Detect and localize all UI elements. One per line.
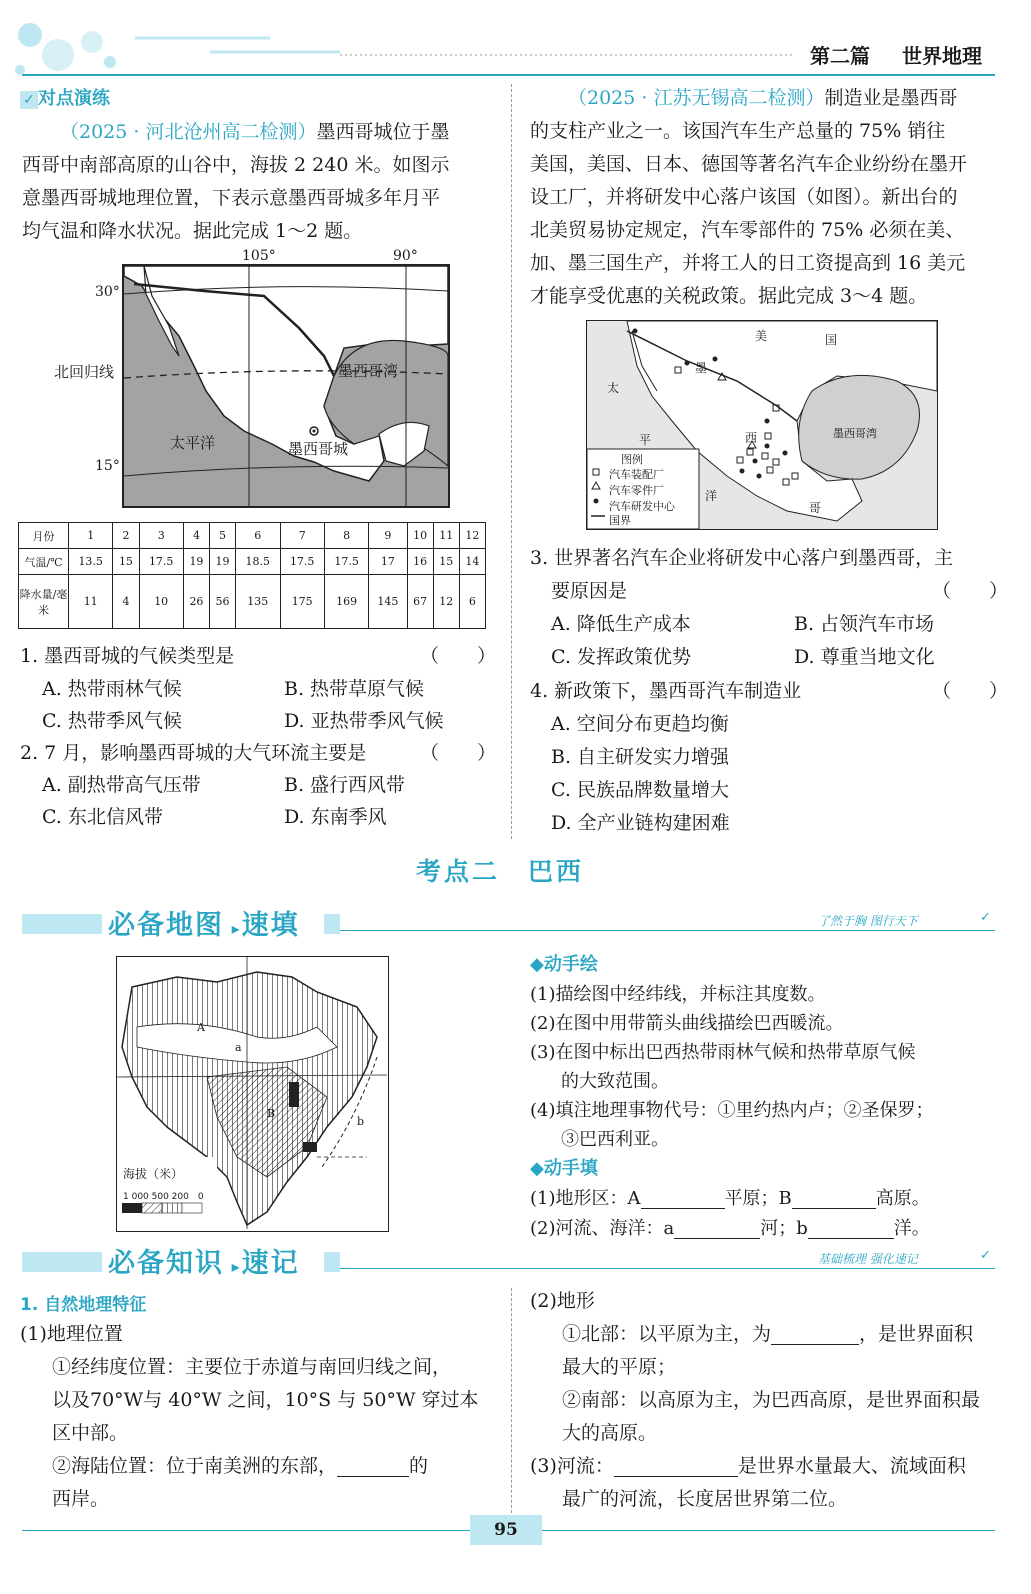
map2-label-pacific2: 平 (639, 433, 652, 447)
list-item: (4)填注地理事物代号：①里约热内卢；②圣保罗； (530, 1100, 934, 1121)
lon-label-90: 90° (393, 248, 418, 264)
brazil-label-river: a (235, 1041, 242, 1054)
knowledge-heading: 1. 自然地理特征 (20, 1295, 147, 1315)
list-item: (2)在图中用带箭头曲线描绘巴西暖流。 (530, 1013, 844, 1034)
q2-option-b[interactable]: B. 盛行西风带 (284, 774, 406, 796)
q4-option-a[interactable]: A. 空间分布更趋均衡 (551, 713, 729, 735)
q3-option-b[interactable]: B. 占领汽车市场 (794, 613, 935, 635)
q2-option-a[interactable]: A. 副热带高气压带 (42, 774, 201, 796)
right-intro: （2025 · 江苏无锡高二检测）制造业是墨西哥 的支柱产业之一。该国汽车生产总量的 75% 销往 美国，美国、日本、德国等著名汽车企业纷纷在墨开 设工厂，并将研发中心落户该国（如图）。新出台的 北美贸易协定规定，汽车零部件的 75% 必须在美、 加、墨三国生产，并将工人的日工资提高到 16 美元 才能享受优惠的关税政策。据此完成 3～4 题。 (530, 87, 968, 307)
brazil-label-ocean: b (357, 1115, 365, 1128)
knowledge-section-title: 必备知识 ▸速记 (108, 1248, 300, 1279)
blank-plain-a[interactable] (641, 1189, 725, 1209)
brazil-label-b: B (267, 1107, 276, 1120)
lat-label-30: 30° (95, 284, 120, 300)
auto-industry-map (586, 320, 938, 530)
fill-row-2: (2)河流、海洋：a 河；b 洋。 (530, 1218, 930, 1239)
gulf-label: 墨西哥湾 (338, 362, 399, 380)
legend-title: 图例 (621, 453, 643, 466)
q2-stem: 2. 7 月，影响墨西哥城的大气环流主要是 (20, 742, 367, 764)
source-tag: （2025 · 河北沧州高二检测） (60, 121, 317, 143)
blank-ocean-b[interactable] (808, 1219, 894, 1239)
fill-title: ◆动手填 (530, 1158, 598, 1179)
section2-title: 考点二 巴西 (416, 857, 585, 886)
tagline-check-icon: ✓ (980, 1248, 991, 1263)
fill-row-1: (1)地形区：A 平原；B 高原。 (530, 1188, 930, 1209)
source-tag: （2025 · 江苏无锡高二检测） (568, 87, 825, 109)
knowledge-section-bar (22, 1252, 102, 1272)
q4-stem: 4. 新政策下，墨西哥汽车制造业 (530, 680, 802, 702)
blank-plain[interactable] (771, 1325, 859, 1345)
header-subject: 世界地理 (902, 44, 982, 68)
map2-label-us2: 国 (825, 333, 838, 347)
table-row: 气温/℃ 13.5 15 17.5 19 19 18.5 17.5 17.5 17 16 15 14 (19, 549, 486, 575)
q4-option-b[interactable]: B. 自主研发实力增强 (551, 746, 730, 768)
map-section-bar (22, 914, 102, 934)
lon-label-105: 105° (242, 248, 276, 264)
map-section-rule (340, 930, 995, 931)
brazil-map (116, 956, 389, 1232)
tagline-check-icon: ✓ (980, 910, 991, 925)
map2-label-us1: 美 (755, 329, 768, 343)
check-icon: ✓ (20, 91, 38, 109)
legend-item-parts: 汽车零件厂 (609, 484, 664, 497)
table-row: 月份 1 2 3 4 5 6 7 8 9 10 11 12 (19, 523, 486, 549)
lat-label-15: 15° (95, 458, 120, 474)
header-decoration (0, 0, 1031, 90)
q1-stem: 1. 墨西哥城的气候类型是 (20, 645, 235, 667)
brazil-label-a: A (197, 1021, 205, 1034)
list-item: 的大致范围。 (561, 1071, 669, 1092)
blank-river[interactable] (614, 1457, 738, 1477)
list-item: (1)描绘图中经纬线，并标注其度数。 (530, 984, 826, 1005)
map2-label-pacific3: 洋 (705, 489, 718, 503)
tropic-label: 北回归线 (54, 363, 115, 381)
map2-label-mx2: 西 (745, 431, 758, 445)
mexico-map-svg (124, 266, 448, 506)
q3-stem-1: 3. 世界著名汽车企业将研发中心落户到墨西哥，主 (530, 547, 954, 569)
header-part: 第二篇 (810, 44, 870, 68)
knowledge-section-rule (340, 1268, 995, 1269)
map2-label-mx1: 墨 (695, 361, 708, 375)
blank-ocean[interactable] (337, 1457, 409, 1477)
legend-item-border: 国界 (609, 514, 631, 527)
practice-label: ✓ 对点演练 (20, 84, 110, 110)
map2-label-gulf: 墨西哥湾 (833, 427, 877, 440)
legend-item-rd: 汽车研发中心 (609, 500, 675, 513)
elev-title: 海拔（米） (123, 1167, 184, 1181)
map2-label-pacific1: 太 (607, 381, 620, 395)
q4-paren: （ ） (932, 680, 1009, 702)
climate-table (18, 522, 486, 629)
draw-title: ◆动手绘 (530, 954, 598, 975)
map-section-tagline: 了然于胸 图行天下 (818, 914, 918, 928)
q1-option-b[interactable]: B. 热带草原气候 (284, 678, 425, 700)
elev-scale: 1 000 500 200 0 (123, 1192, 204, 1202)
q3-option-c[interactable]: C. 发挥政策优势 (551, 646, 691, 668)
q3-stem-2: 要原因是 (551, 580, 628, 602)
q1-option-a[interactable]: A. 热带雨林气候 (42, 678, 182, 700)
map-section-title: 必备地图 ▸速填 (108, 910, 300, 941)
q3-option-d[interactable]: D. 尊重当地文化 (794, 646, 935, 668)
mexico-location-map (122, 264, 450, 508)
knowledge-section-bar-end (324, 1252, 340, 1272)
q3-paren: （ ） (932, 580, 1009, 602)
list-item: (3)在图中标出巴西热带雨林气候和热带草原气候 (530, 1042, 916, 1063)
map-section-bar-end (324, 914, 340, 934)
legend-item-assembly: 汽车装配厂 (609, 468, 664, 481)
knowledge-left-body: (1)地理位置 ①经纬度位置：主要位于赤道与南回归线之间， 以及70°W与 40°W 之间，10°S 与 50°W 穿过本 区中部。 ②海陆位置：位于南美洲的东部， 的 西岸。 (20, 1323, 479, 1510)
q1-option-d[interactable]: D. 亚热带季风气候 (284, 710, 444, 732)
blank-river-a[interactable] (674, 1219, 760, 1239)
q3-option-a[interactable]: A. 降低生产成本 (551, 613, 691, 635)
q2-option-c[interactable]: C. 东北信风带 (42, 806, 163, 828)
knowledge-column-divider (511, 1288, 512, 1518)
left-intro: （2025 · 河北沧州高二检测）墨西哥城位于墨 西哥中南部高原的山谷中，海拔 2 240 米。如图示 意墨西哥城地理位置，下表示意墨西哥城多年月平 均气温和降水状况。据此完成 1～2 题。 (22, 121, 450, 242)
q1-paren: （ ） (420, 645, 497, 667)
column-divider (511, 84, 512, 839)
knowledge-right-body: (2)地形 ①北部：以平原为主，为 ，是世界面积 最大的平原； ②南部：以高原为主，为巴西高原，是世界面积最 大的高原。 (3)河流： 是世界水量最大、流域面积 最广的河流，长度居世界第二位。 (530, 1290, 981, 1510)
draw-list (530, 980, 1000, 1154)
city-label: 墨西哥城 (288, 440, 349, 458)
list-item: ③巴西利亚。 (561, 1129, 669, 1150)
q2-paren: （ ） (420, 742, 497, 764)
blank-plateau-b[interactable] (792, 1189, 876, 1209)
table-row: 降水量/毫米 11 4 10 26 56 135 175 169 145 67 12 6 (19, 575, 486, 629)
map2-label-mx3: 哥 (809, 501, 822, 515)
q1-option-c[interactable]: C. 热带季风气候 (42, 710, 182, 732)
knowledge-section-tagline: 基础梳理 强化速记 (818, 1252, 918, 1266)
page-number: 95 (470, 1515, 542, 1545)
q4-option-d[interactable]: D. 全产业链构建困难 (551, 812, 730, 834)
q4-option-c[interactable]: C. 民族品牌数量增大 (551, 779, 729, 801)
ocean-label: 太平洋 (170, 434, 216, 452)
q2-option-d[interactable]: D. 东南季风 (284, 806, 387, 828)
